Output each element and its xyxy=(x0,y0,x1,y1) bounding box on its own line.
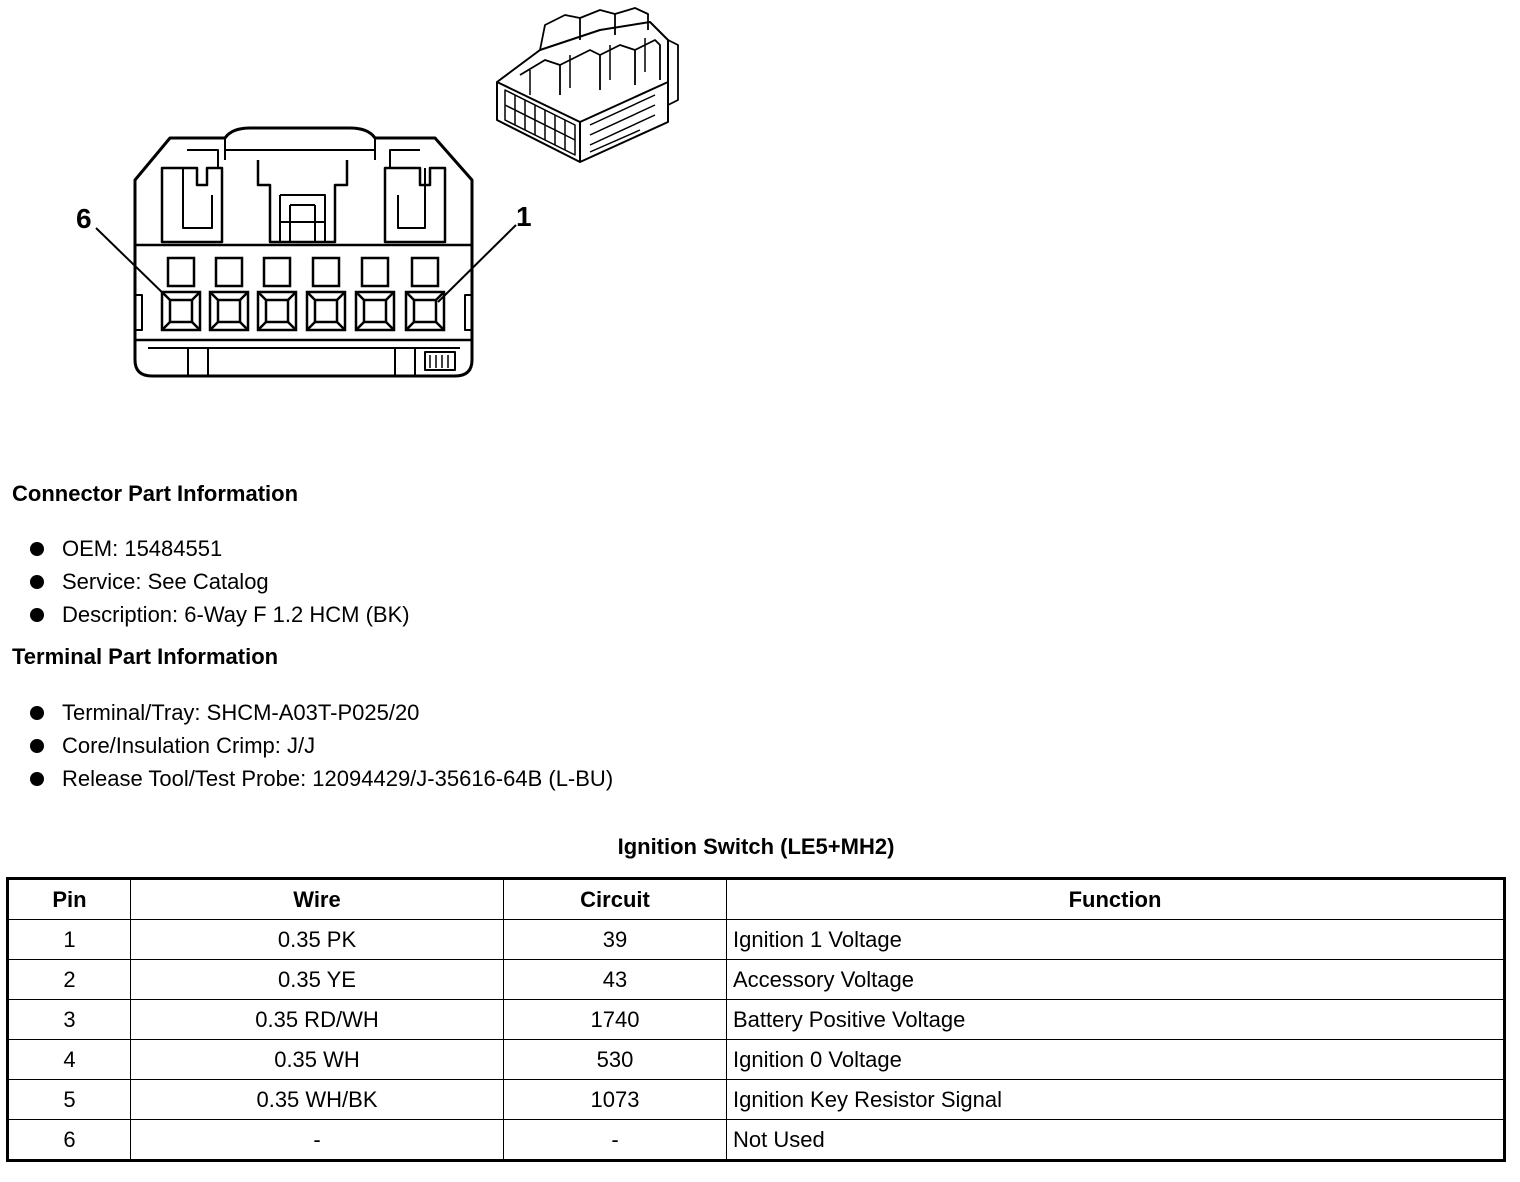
cell-pin: 5 xyxy=(8,1080,131,1120)
cell-function: Accessory Voltage xyxy=(727,960,1505,1000)
list-item-text: Description: 6-Way F 1.2 HCM (BK) xyxy=(62,602,410,627)
column-header-circuit: Circuit xyxy=(504,879,727,920)
cell-wire: 0.35 WH/BK xyxy=(131,1080,504,1120)
table-row xyxy=(8,1080,1505,1120)
cell-function: Ignition 1 Voltage xyxy=(727,920,1505,960)
terminal-cavity-1 xyxy=(406,258,444,330)
cell-circuit: 43 xyxy=(504,960,727,1000)
cell-wire: 0.35 WH xyxy=(131,1040,504,1080)
table-row xyxy=(8,1000,1505,1040)
table-row xyxy=(8,920,1505,960)
list-item xyxy=(30,565,410,598)
connector-isometric-view xyxy=(497,8,678,162)
list-item xyxy=(30,598,410,631)
cell-pin: 2 xyxy=(8,960,131,1000)
cell-wire: - xyxy=(131,1120,504,1161)
cell-circuit: 39 xyxy=(504,920,727,960)
cell-function: Not Used xyxy=(727,1120,1505,1161)
bullet-icon xyxy=(30,542,44,556)
pin-label-6: 6 xyxy=(76,203,92,234)
list-item xyxy=(30,762,613,795)
cell-pin: 3 xyxy=(8,1000,131,1040)
bullet-icon xyxy=(30,575,44,589)
table-row xyxy=(8,1040,1505,1080)
terminal-cavity-2 xyxy=(356,258,394,330)
cell-circuit: 1073 xyxy=(504,1080,727,1120)
connector-part-information-list xyxy=(30,532,410,631)
terminal-cavity-4 xyxy=(258,258,296,330)
list-item-text: Terminal/Tray: SHCM-A03T-P025/20 xyxy=(62,700,420,725)
pinout-table-title: Ignition Switch (LE5+MH2) xyxy=(617,834,895,859)
right-latch xyxy=(385,168,445,242)
connector-part-information-heading: Connector Part Information xyxy=(12,481,299,506)
list-item xyxy=(30,729,613,762)
terminal-cavity-3 xyxy=(307,258,345,330)
pinout-table xyxy=(6,877,1506,1162)
center-lock xyxy=(258,160,347,242)
list-item xyxy=(30,696,613,729)
cell-wire: 0.35 PK xyxy=(131,920,504,960)
cell-pin: 1 xyxy=(8,920,131,960)
pin-1-leader-line xyxy=(438,225,516,302)
terminal-part-information-heading: Terminal Part Information xyxy=(12,644,279,669)
list-item-text: Service: See Catalog xyxy=(62,569,269,594)
cell-pin: 4 xyxy=(8,1040,131,1080)
cell-circuit: 1740 xyxy=(504,1000,727,1040)
bullet-icon xyxy=(30,608,44,622)
cell-wire: 0.35 RD/WH xyxy=(131,1000,504,1040)
column-header-pin: Pin xyxy=(8,879,131,920)
table-row xyxy=(8,1120,1505,1161)
cell-function: Ignition 0 Voltage xyxy=(727,1040,1505,1080)
cell-function: Ignition Key Resistor Signal xyxy=(727,1080,1505,1120)
list-item xyxy=(30,532,410,565)
bullet-icon xyxy=(30,739,44,753)
cell-wire: 0.35 YE xyxy=(131,960,504,1000)
column-header-wire: Wire xyxy=(131,879,504,920)
terminal-cavity-5 xyxy=(210,258,248,330)
terminal-cavity-6 xyxy=(162,258,200,330)
table-header-row xyxy=(8,879,1505,920)
cell-pin: 6 xyxy=(8,1120,131,1161)
bullet-icon xyxy=(30,706,44,720)
cell-circuit: 530 xyxy=(504,1040,727,1080)
cell-circuit: - xyxy=(504,1120,727,1161)
column-header-function: Function xyxy=(727,879,1505,920)
connector-face-diagram xyxy=(0,0,720,400)
cell-function: Battery Positive Voltage xyxy=(727,1000,1505,1040)
bullet-icon xyxy=(30,772,44,786)
terminal-part-information-list xyxy=(30,696,613,795)
list-item-text: Release Tool/Test Probe: 12094429/J-35616-64B (L-BU) xyxy=(62,766,614,791)
pin-6-leader-line xyxy=(96,228,170,300)
list-item-text: Core/Insulation Crimp: J/J xyxy=(62,733,316,758)
pin-label-1: 1 xyxy=(516,201,532,232)
table-row xyxy=(8,960,1505,1000)
list-item-text: OEM: 15484551 xyxy=(62,536,223,561)
